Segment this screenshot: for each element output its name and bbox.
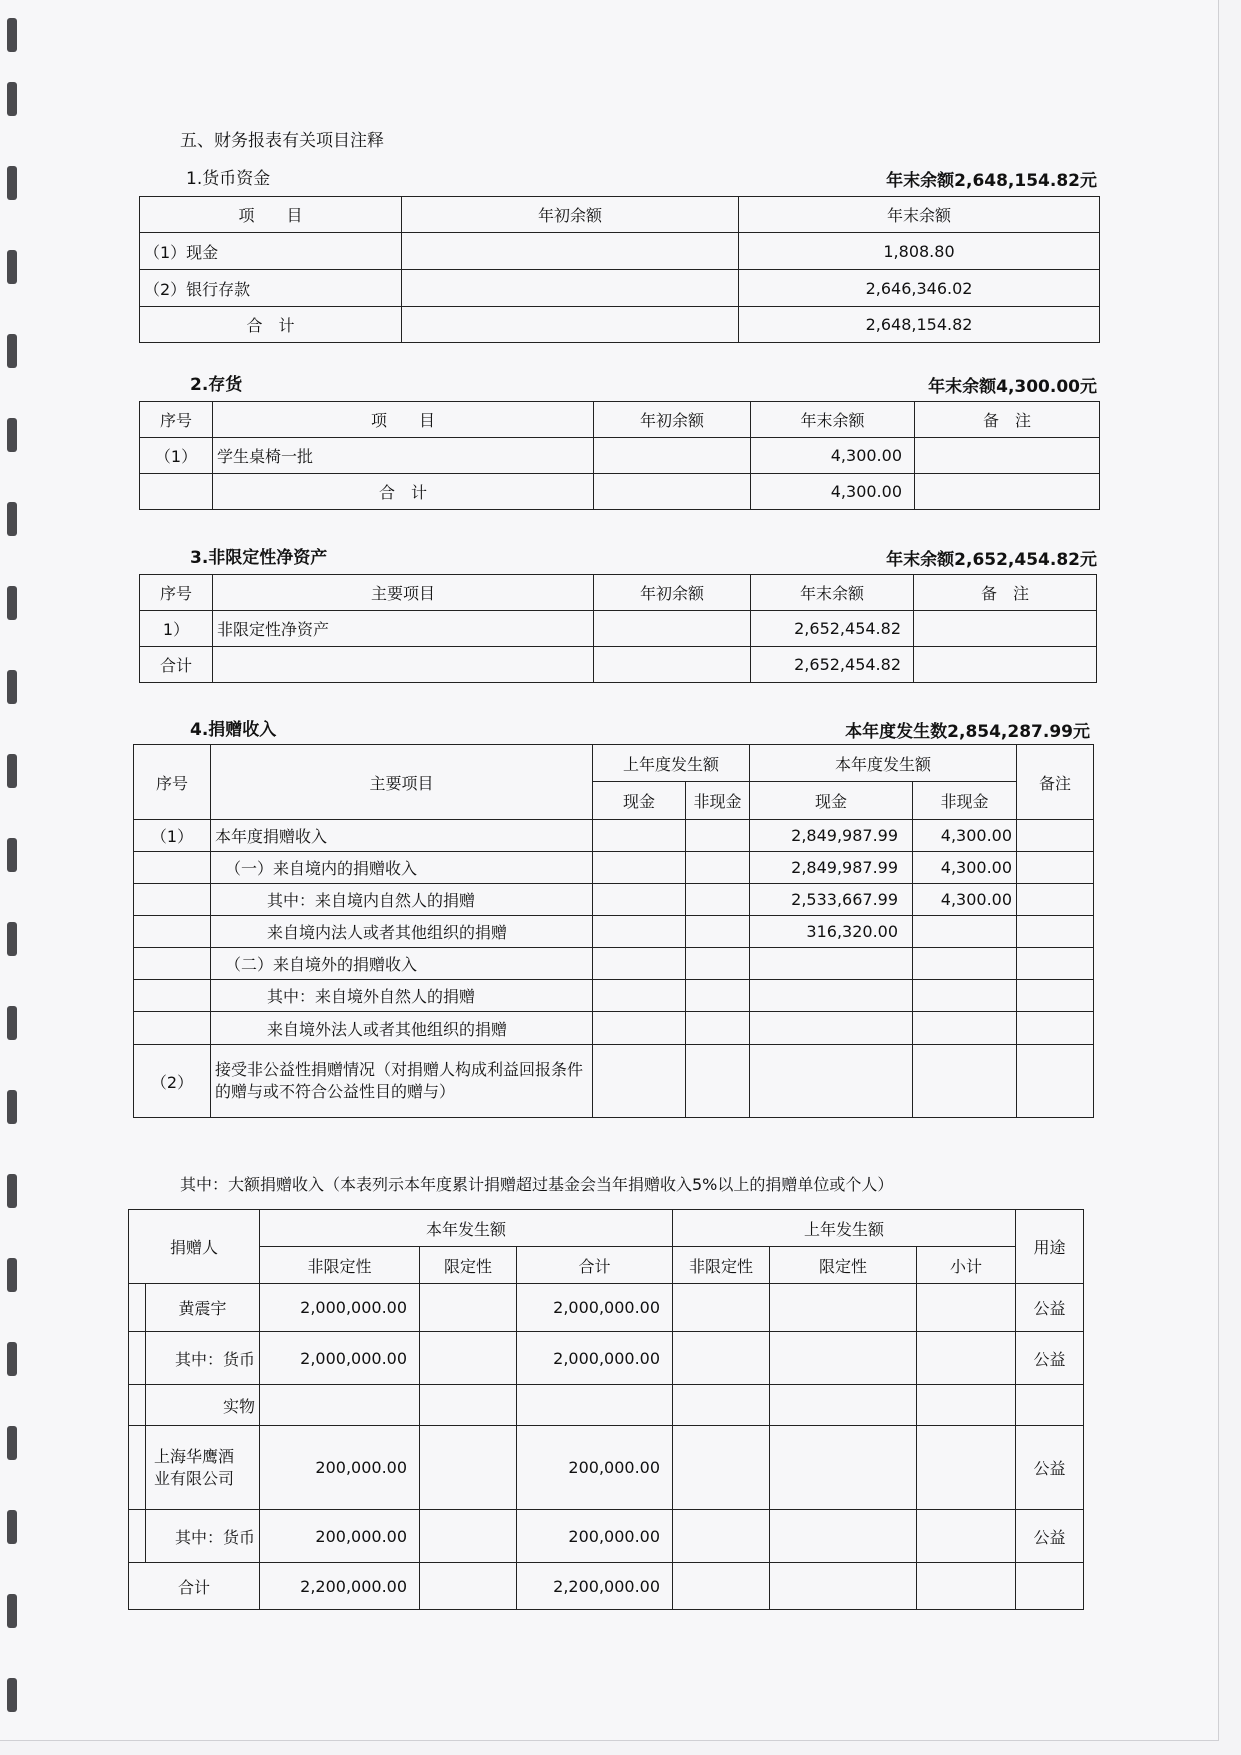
t4-value-cell: 2,849,987.99 [750,820,913,852]
t4-value-cell [593,884,686,916]
t3-cell: 非限定性净资产 [213,611,594,647]
t2-total: 年末余额4,300.00元 [928,377,1097,397]
t1-cell: 2,648,154.82 [739,307,1100,343]
t2-title: 2.存货 [190,375,243,395]
t1-header: 项 目 [140,197,402,233]
t5-total-label: 合计 [129,1563,260,1610]
t5-value-cell [420,1426,517,1510]
t4-value-cell [686,820,750,852]
t4-seq-cell [134,916,211,948]
t4-total: 本年度发生数2,854,287.99元 [845,722,1090,742]
t4-row [134,948,1094,980]
net-assets-table [139,574,1097,683]
t4-value-cell: 316,320.00 [750,916,913,948]
t2-cell: 4,300.00 [751,438,915,474]
t5-header-use: 用途 [1016,1210,1084,1284]
t3-cell [914,611,1097,647]
t4-row [134,884,1094,916]
t5-donor-cell: 黄震宇 [146,1284,260,1332]
t4-value-cell [686,948,750,980]
t4-note-cell [1017,948,1094,980]
t2-header: 年末余额 [751,402,915,438]
t5-value-cell: 200,000.00 [517,1426,673,1510]
t4-header-item: 主要项目 [211,745,593,820]
t4-value-cell: 2,849,987.99 [750,852,913,884]
t5-subheader: 非限定性 [260,1247,420,1284]
t4-note-cell [1017,1012,1094,1045]
t4-header-noncash: 非现金 [913,782,1017,820]
t4-note-cell [1017,884,1094,916]
t5-total-cell: 2,200,000.00 [260,1563,420,1610]
t3-header: 年初余额 [594,575,751,611]
t2-header: 项 目 [213,402,594,438]
t4-value-cell: 4,300.00 [913,884,1017,916]
t3-header: 主要项目 [213,575,594,611]
t4-value-cell [686,852,750,884]
t4-header-noncash: 非现金 [686,782,750,820]
t4-value-cell [686,1012,750,1045]
t5-donor-cell: 实物 [146,1385,260,1426]
t2-cell [915,438,1100,474]
t4-value-cell: 4,300.00 [913,820,1017,852]
t5-value-cell [673,1385,770,1426]
t4-header-cash: 现金 [593,782,686,820]
t5-use-cell [1016,1385,1084,1426]
t1-title: 1.货币资金 [186,169,271,189]
t2-cell: 合 计 [213,474,594,510]
cash-table [139,196,1100,343]
t4-value-cell [593,852,686,884]
t4-value-cell [913,980,1017,1012]
t5-value-cell [420,1284,517,1332]
t5-subheader: 限定性 [420,1247,517,1284]
t3-cell: 1） [140,611,213,647]
t4-header-note: 备注 [1017,745,1094,820]
t4-note-cell [1017,852,1094,884]
t2-header: 序号 [140,402,213,438]
t5-subheader: 限定性 [770,1247,917,1284]
t5-row [129,1426,1084,1510]
t4-value-cell [593,980,686,1012]
t4-value-cell: 4,300.00 [913,852,1017,884]
t5-use-cell: 公益 [1016,1332,1084,1385]
donation-income-table [133,744,1094,1118]
t4-seq-cell [134,980,211,1012]
t5-use-cell: 公益 [1016,1284,1084,1332]
t5-value-cell [673,1426,770,1510]
t5-row [129,1385,1084,1426]
t5-value-cell [770,1385,917,1426]
t5-value-cell [260,1385,420,1426]
t4-row [134,820,1094,852]
t5-value-cell: 200,000.00 [517,1510,673,1563]
t2-cell: 学生桌椅一批 [213,438,594,474]
t3-header: 年末余额 [751,575,914,611]
t5-total-cell [1016,1563,1084,1610]
t2-cell: （1） [140,438,213,474]
t2-header: 年初余额 [594,402,751,438]
t1-cell: （1）现金 [140,233,402,270]
t3-header: 序号 [140,575,213,611]
t1-cell [402,307,739,343]
t2-cell [594,438,751,474]
t5-value-cell: 200,000.00 [260,1510,420,1563]
t3-total: 年末余额2,652,454.82元 [886,550,1097,570]
t4-value-cell: 2,533,667.99 [750,884,913,916]
t4-seq-cell [134,1012,211,1045]
t4-value-cell [593,820,686,852]
t4-header-this-year: 本年度发生额 [750,745,1017,782]
t3-cell: 2,652,454.82 [751,647,914,683]
t4-item-cell: 本年度捐赠收入 [211,820,593,852]
t5-use-cell: 公益 [1016,1426,1084,1510]
t4-seq-cell [134,852,211,884]
large-donation-table [128,1209,1084,1610]
t5-subheader: 非限定性 [673,1247,770,1284]
t5-value-cell [770,1426,917,1510]
t4-item-cell: 来自境外法人或者其他组织的捐赠 [211,1012,593,1045]
t4-note-cell [1017,980,1094,1012]
t5-row [129,1284,1084,1332]
t5-header-this-year: 本年发生额 [260,1210,673,1247]
t4-value-cell [686,1045,750,1118]
t5-total-cell [917,1563,1016,1610]
t4-value-cell [750,980,913,1012]
t4-note-cell [1017,916,1094,948]
t5-subheader: 合计 [517,1247,673,1284]
t1-total: 年末余额2,648,154.82元 [886,171,1097,191]
t2-cell [594,474,751,510]
t4-row [134,1012,1094,1045]
t5-subheader: 小计 [917,1247,1016,1284]
section-title: 五、财务报表有关项目注释 [180,131,384,151]
t3-cell [213,647,594,683]
t4-seq-cell [134,884,211,916]
t5-value-cell [420,1332,517,1385]
t1-cell: 1,808.80 [739,233,1100,270]
t1-cell [402,270,739,307]
t5-use-cell: 公益 [1016,1510,1084,1563]
t5-value-cell [917,1332,1016,1385]
t5-donor-cell: 其中：货币 [146,1510,260,1563]
t4-value-cell [593,948,686,980]
t5-value-cell [770,1284,917,1332]
t4-item-cell: 其中：来自境内自然人的捐赠 [211,884,593,916]
t5-total-cell [770,1563,917,1610]
t3-title: 3.非限定性净资产 [190,548,328,568]
t5-donor-cell: 上海华鹰酒业有限公司 [146,1426,260,1510]
t5-spacer-cell [129,1284,146,1332]
t3-cell: 合计 [140,647,213,683]
t5-spacer-cell [129,1426,146,1510]
t5-total-cell [673,1563,770,1610]
t4-value-cell [913,1012,1017,1045]
t5-spacer-cell [129,1332,146,1385]
t3-cell: 2,652,454.82 [751,611,914,647]
t5-donor-cell: 其中：货币 [146,1332,260,1385]
t4-row [134,916,1094,948]
large-donation-note: 其中：大额捐赠收入（本表列示本年度累计捐赠超过基金会当年捐赠收入5%以上的捐赠单位或个人） [180,1175,894,1194]
t5-total-cell [420,1563,517,1610]
t5-value-cell [917,1385,1016,1426]
t4-seq-cell: （2） [134,1045,211,1118]
t4-value-cell [913,916,1017,948]
t3-header: 备 注 [914,575,1097,611]
t4-value-cell [686,916,750,948]
t5-row [129,1510,1084,1563]
t4-value-cell [913,948,1017,980]
t4-value-cell [593,1012,686,1045]
t4-note-cell [1017,1045,1094,1118]
t1-header: 年末余额 [739,197,1100,233]
t4-title: 4.捐赠收入 [190,720,277,740]
t3-cell [914,647,1097,683]
t5-value-cell: 2,000,000.00 [260,1284,420,1332]
t1-cell: 2,646,346.02 [739,270,1100,307]
t2-header: 备 注 [915,402,1100,438]
t5-value-cell [517,1385,673,1426]
t5-total-cell: 2,200,000.00 [517,1563,673,1610]
t5-value-cell: 2,000,000.00 [517,1332,673,1385]
t4-value-cell [750,1012,913,1045]
t5-value-cell [770,1332,917,1385]
t5-value-cell [420,1510,517,1563]
t4-item-cell: 来自境内法人或者其他组织的捐赠 [211,916,593,948]
t1-cell: （2）银行存款 [140,270,402,307]
t4-value-cell [686,980,750,1012]
t4-row [134,1045,1094,1118]
t4-item-cell: 其中：来自境外自然人的捐赠 [211,980,593,1012]
t5-value-cell [673,1332,770,1385]
t4-item-cell: 接受非公益性捐赠情况（对捐赠人构成利益回报条件的赠与或不符合公益性目的赠与） [211,1045,593,1118]
t5-value-cell: 2,000,000.00 [260,1332,420,1385]
t4-value-cell [750,1045,913,1118]
t4-row [134,852,1094,884]
t4-value-cell [593,916,686,948]
t1-cell [402,233,739,270]
t5-header-donor: 捐赠人 [129,1210,260,1284]
t4-value-cell [593,1045,686,1118]
t4-value-cell [686,884,750,916]
t4-seq-cell: （1） [134,820,211,852]
t3-cell [594,611,751,647]
t2-cell [140,474,213,510]
t5-value-cell [770,1510,917,1563]
t5-value-cell [917,1426,1016,1510]
t5-row [129,1332,1084,1385]
t1-cell: 合 计 [140,307,402,343]
t4-header-cash: 现金 [750,782,913,820]
t4-header-seq: 序号 [134,745,211,820]
t5-value-cell: 200,000.00 [260,1426,420,1510]
t4-row [134,980,1094,1012]
t4-seq-cell [134,948,211,980]
t5-value-cell [420,1385,517,1426]
t5-spacer-cell [129,1510,146,1563]
t4-note-cell [1017,820,1094,852]
t3-cell [594,647,751,683]
t5-value-cell [673,1284,770,1332]
t5-value-cell [673,1510,770,1563]
t5-value-cell [917,1510,1016,1563]
t4-value-cell [913,1045,1017,1118]
t2-cell [915,474,1100,510]
t4-header-last-year: 上年度发生额 [593,745,750,782]
t2-cell: 4,300.00 [751,474,915,510]
inventory-table [139,401,1100,510]
t5-value-cell [917,1284,1016,1332]
t5-spacer-cell [129,1385,146,1426]
t4-value-cell [750,948,913,980]
t1-header: 年初余额 [402,197,739,233]
t4-item-cell: （一）来自境内的捐赠收入 [211,852,593,884]
t5-value-cell: 2,000,000.00 [517,1284,673,1332]
t5-header-last-year: 上年发生额 [673,1210,1016,1247]
t4-item-cell: （二）来自境外的捐赠收入 [211,948,593,980]
